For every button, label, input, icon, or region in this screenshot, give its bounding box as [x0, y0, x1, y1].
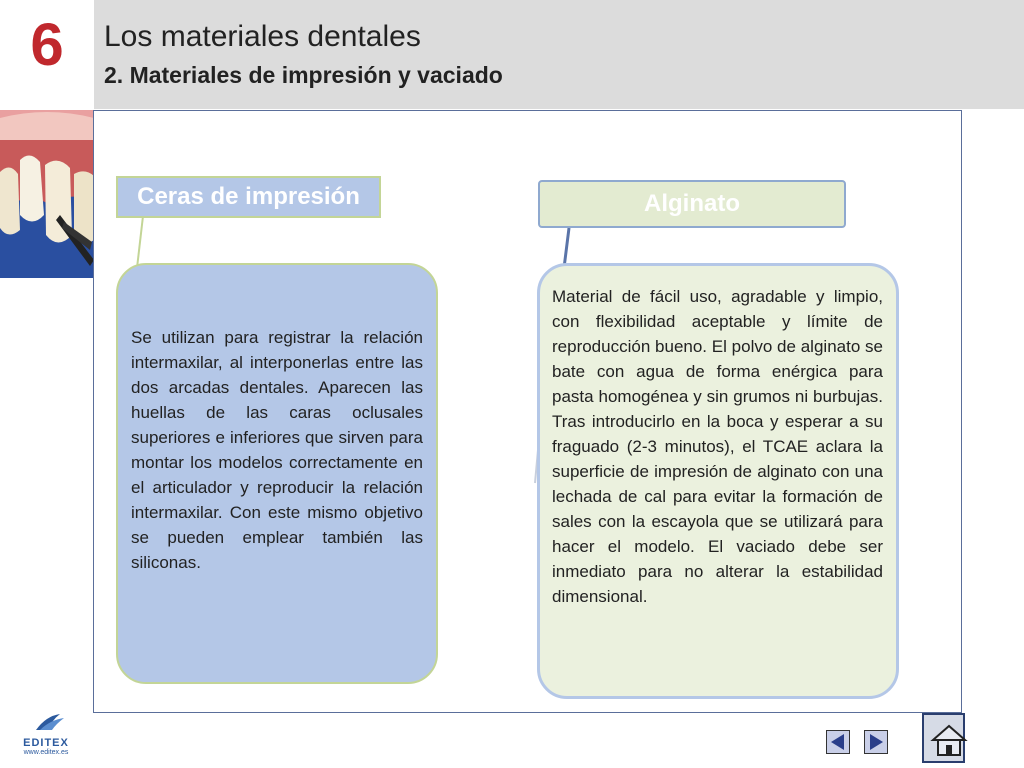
next-button[interactable] [864, 730, 888, 754]
house-icon [930, 716, 968, 760]
ceras-title: Ceras de impresión [116, 176, 381, 218]
page-title: Los materiales dentales [104, 20, 421, 53]
chapter-number: 6 [30, 11, 64, 78]
home-button[interactable] [922, 713, 965, 763]
teeth-photo [0, 110, 94, 278]
editex-logo-icon [18, 712, 74, 732]
alginato-description: Material de fácil uso, agradable y limpio, con flexibilidad aceptable y límite de reproducción bueno. El polvo de alginato se bate con agua de forma enérgica para pasta homogénea y sin grumos ni burbujas. Tras introducirlo en la boca y esperar a su fraguado (2-3 minutos), el TCAE aclara la superficie de impresión de alginato con una lechada de cal para evitar la formación de sales con la escayola que se utilizará para hacer el modelo. El vaciado debe ser inmediato para no alterar la estabilidad dimensional. [537, 263, 899, 699]
triangle-left-icon [827, 731, 849, 753]
page-subtitle: 2. Materiales de impresión y vaciado [104, 62, 503, 88]
triangle-right-icon [865, 731, 887, 753]
alginato-title: Alginato [538, 180, 846, 228]
editex-logo-text: EDITEX [23, 737, 69, 749]
editex-logo [18, 712, 74, 756]
header-bar [94, 0, 1024, 109]
ceras-connector-line [128, 216, 148, 268]
ceras-description: Se utilizan para registrar la relación intermaxilar, al interponerlas entre las dos arcadas dentales. Aparecen las huellas de las caras oclusales superiores e inferiores que sirven para montar los modelos correctamente en el articulador y reproducir la relación intermaxilar. Con este mismo objetivo se pueden emplear también las siliconas. [116, 263, 438, 684]
prev-button[interactable] [826, 730, 850, 754]
editex-logo-url: www.editex.es [23, 749, 69, 756]
